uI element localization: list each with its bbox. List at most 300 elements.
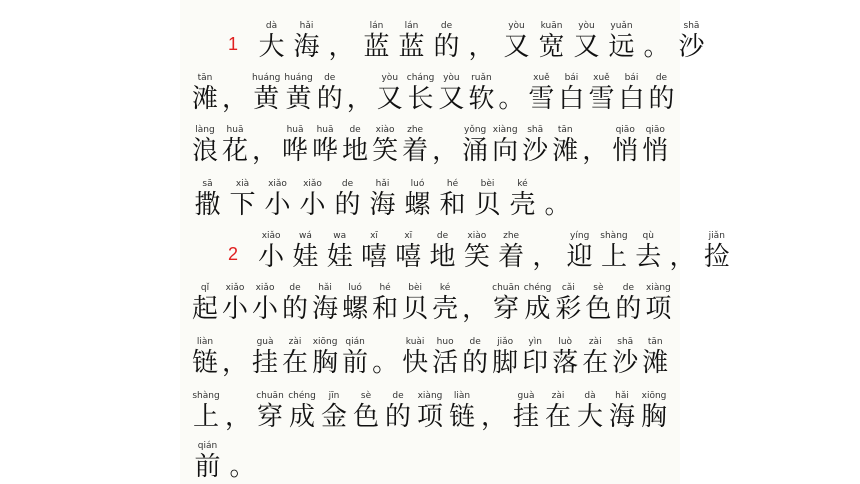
annotated-character <box>427 230 457 272</box>
pinyin: sā <box>202 179 213 189</box>
annotated-character <box>565 230 595 272</box>
pinyin: xuě <box>593 73 610 83</box>
pinyin: de <box>436 231 449 241</box>
hanzi: 黄 <box>253 84 280 114</box>
annotated-character <box>522 124 548 166</box>
hanzi: 撒 <box>194 190 221 220</box>
hanzi: ， <box>462 294 489 324</box>
hanzi: 上 <box>192 402 219 432</box>
pinyin: cǎi <box>561 283 575 293</box>
annotated-character <box>552 336 578 378</box>
text-line <box>192 72 675 114</box>
hanzi: 又 <box>438 84 465 114</box>
hanzi: 悄 <box>642 136 669 166</box>
annotated-character <box>396 20 427 62</box>
annotated-character <box>332 178 363 220</box>
pinyin: kuài <box>405 337 425 347</box>
annotated-character <box>252 336 278 378</box>
hanzi: 和 <box>439 190 466 220</box>
hanzi: 白 <box>558 84 585 114</box>
pinyin: shàng <box>192 391 220 401</box>
annotated-character <box>256 20 287 62</box>
hanzi: 壳 <box>509 190 536 220</box>
annotated-character <box>588 72 614 114</box>
hanzi: 娃 <box>326 242 353 272</box>
annotated-character <box>468 72 494 114</box>
hanzi: ， <box>222 348 249 378</box>
pinyin: xiǎo <box>225 283 245 293</box>
annotated-character <box>432 282 458 324</box>
hanzi: 笑 <box>463 242 490 272</box>
annotated-character <box>312 282 338 324</box>
pinyin: hǎi <box>375 179 390 189</box>
annotated-character <box>555 282 581 324</box>
hanzi: 着 <box>402 136 429 166</box>
hanzi: 远 <box>608 32 635 62</box>
hanzi: 着 <box>498 242 525 272</box>
annotated-character <box>372 282 398 324</box>
annotated-character <box>501 20 532 62</box>
annotated-character <box>342 282 368 324</box>
hanzi: 蓝 <box>398 32 425 62</box>
annotated-character <box>416 390 444 432</box>
hanzi: 花 <box>222 136 249 166</box>
annotated-character <box>402 336 428 378</box>
hanzi: 滩 <box>192 84 219 114</box>
annotated-character <box>407 72 435 114</box>
pinyin: kuān <box>540 21 563 31</box>
pinyin: hé <box>379 283 391 293</box>
hanzi: 成 <box>524 294 551 324</box>
pinyin: wá <box>298 231 312 241</box>
annotated-character <box>615 282 641 324</box>
annotated-character <box>432 124 458 166</box>
pinyin: guà <box>517 391 535 401</box>
pinyin: yòu <box>508 21 525 31</box>
text-line <box>192 336 672 378</box>
annotated-character <box>676 20 707 62</box>
text-line <box>256 230 736 272</box>
pinyin: de <box>469 337 481 347</box>
annotated-character <box>312 124 338 166</box>
pinyin: hǎi <box>299 21 314 31</box>
pinyin: zhe <box>407 125 424 135</box>
hanzi: 在 <box>582 348 609 378</box>
hanzi: 小 <box>264 190 291 220</box>
annotated-character <box>402 178 433 220</box>
pinyin: qián <box>345 337 365 347</box>
annotated-character <box>192 72 218 114</box>
annotated-character <box>462 336 488 378</box>
hanzi: 哗 <box>282 136 309 166</box>
hanzi: 黄 <box>285 84 312 114</box>
pinyin: xiào <box>467 231 487 241</box>
pinyin: liàn <box>453 391 471 401</box>
pinyin: yòu <box>381 73 399 83</box>
pinyin: xiào <box>375 125 395 135</box>
pinyin: ruǎn <box>471 73 492 83</box>
hanzi: 大 <box>258 32 285 62</box>
annotated-character <box>667 230 697 272</box>
annotated-character <box>437 178 468 220</box>
hanzi: 挂 <box>252 348 279 378</box>
hanzi: 在 <box>544 402 571 432</box>
hanzi: ， <box>346 84 373 114</box>
text-line <box>192 282 672 324</box>
annotated-character <box>282 336 308 378</box>
pinyin: guà <box>256 337 274 347</box>
annotated-character <box>524 282 552 324</box>
annotated-character <box>367 178 398 220</box>
pinyin: qǐ <box>200 283 210 293</box>
pinyin: làng <box>195 125 215 135</box>
annotated-character <box>325 230 355 272</box>
hanzi: 穿 <box>256 402 283 432</box>
hanzi: ， <box>328 32 355 62</box>
annotated-character <box>297 178 328 220</box>
pinyin: chéng <box>288 391 316 401</box>
annotated-character <box>432 336 458 378</box>
pinyin: qián <box>197 441 218 451</box>
annotated-character <box>585 282 611 324</box>
annotated-character <box>462 124 488 166</box>
hanzi: 地 <box>342 136 369 166</box>
annotated-character <box>282 282 308 324</box>
pinyin: yìn <box>528 337 542 347</box>
pinyin: yíng <box>570 231 590 241</box>
hanzi: 金 <box>320 402 347 432</box>
annotated-character <box>361 20 392 62</box>
annotated-character <box>393 230 423 272</box>
hanzi: 小 <box>222 294 249 324</box>
pinyin: chéng <box>523 283 552 293</box>
annotated-character <box>530 230 560 272</box>
hanzi: 前 <box>194 452 221 482</box>
annotated-character <box>608 390 636 432</box>
pinyin: liàn <box>196 337 214 347</box>
hanzi: 迎 <box>566 242 593 272</box>
annotated-character <box>472 178 503 220</box>
hanzi: 。 <box>498 84 525 114</box>
pinyin: sè <box>360 391 372 401</box>
hanzi: 色 <box>352 402 379 432</box>
hanzi: 的 <box>384 402 411 432</box>
hanzi: 项 <box>645 294 672 324</box>
hanzi: 彩 <box>555 294 582 324</box>
annotated-character <box>618 72 644 114</box>
annotated-character <box>402 124 428 166</box>
pinyin: xiǎo <box>268 179 287 189</box>
annotated-character <box>582 124 608 166</box>
hanzi: 成 <box>288 402 315 432</box>
hanzi: 下 <box>229 190 256 220</box>
pinyin: shā <box>683 21 700 31</box>
hanzi: ， <box>468 32 495 62</box>
annotated-character <box>256 230 286 272</box>
annotated-character <box>192 178 223 220</box>
annotated-character <box>291 20 322 62</box>
hanzi: 浪 <box>192 136 219 166</box>
hanzi: 前 <box>342 348 369 378</box>
pinyin: jīn <box>328 391 340 401</box>
annotated-character <box>599 230 629 272</box>
annotated-character <box>492 282 520 324</box>
pinyin: zài <box>551 391 565 401</box>
annotated-character <box>702 230 732 272</box>
annotated-character <box>288 390 316 432</box>
hanzi: 白 <box>618 84 645 114</box>
hanzi: 小 <box>299 190 326 220</box>
hanzi: ， <box>252 136 279 166</box>
hanzi: 。 <box>544 190 571 220</box>
annotated-character <box>640 390 668 432</box>
annotated-character <box>252 72 280 114</box>
hanzi: 链 <box>448 402 475 432</box>
annotated-character <box>498 72 524 114</box>
hanzi: 的 <box>282 294 309 324</box>
pinyin: xī <box>404 231 413 241</box>
annotated-character <box>192 282 218 324</box>
annotated-character <box>372 124 398 166</box>
annotated-character <box>612 336 638 378</box>
pinyin: xiàng <box>492 125 518 135</box>
annotated-character <box>462 282 488 324</box>
pinyin: lán <box>369 21 384 31</box>
annotated-character <box>633 230 663 272</box>
annotated-character <box>642 124 668 166</box>
pinyin: huáng <box>284 73 313 83</box>
pinyin: xiōng <box>641 391 667 401</box>
pinyin: qiāo <box>615 125 635 135</box>
hanzi: 地 <box>429 242 456 272</box>
hanzi: 上 <box>600 242 627 272</box>
annotated-character <box>222 72 248 114</box>
annotated-character <box>645 282 671 324</box>
annotated-character <box>642 336 668 378</box>
hanzi: 在 <box>282 348 309 378</box>
annotated-character <box>496 230 526 272</box>
annotated-character <box>222 336 248 378</box>
pinyin: de <box>324 73 336 83</box>
text-line <box>192 124 672 166</box>
hanzi: 快 <box>402 348 429 378</box>
pinyin: luó <box>410 179 425 189</box>
hanzi: 海 <box>369 190 396 220</box>
hanzi: 起 <box>192 294 219 324</box>
annotated-character <box>384 390 412 432</box>
paragraph-number: 1 <box>228 34 239 54</box>
hanzi: 宽 <box>538 32 565 62</box>
hanzi: ， <box>224 402 251 432</box>
hanzi: 印 <box>522 348 549 378</box>
hanzi: 小 <box>252 294 279 324</box>
hanzi: 去 <box>635 242 662 272</box>
annotated-character <box>290 230 320 272</box>
pinyin: dà <box>584 391 596 401</box>
hanzi: 螺 <box>342 294 369 324</box>
hanzi: 和 <box>372 294 399 324</box>
pinyin: bái <box>564 73 579 83</box>
pinyin: huā <box>226 125 244 135</box>
hanzi: 贝 <box>402 294 429 324</box>
hanzi: ， <box>669 242 696 272</box>
annotated-character <box>558 72 584 114</box>
hanzi: 。 <box>229 452 256 482</box>
annotated-character <box>224 390 252 432</box>
pinyin: xiōng <box>312 337 338 347</box>
annotated-character <box>571 20 602 62</box>
pinyin: lán <box>404 21 419 31</box>
pinyin: de <box>289 283 301 293</box>
hanzi: 挂 <box>512 402 539 432</box>
pinyin: xià <box>235 179 250 189</box>
annotated-character <box>262 178 293 220</box>
hanzi: 笑 <box>372 136 399 166</box>
pinyin: qiāo <box>645 125 665 135</box>
pinyin: xiàng <box>417 391 443 401</box>
annotated-character <box>448 390 476 432</box>
hanzi: 向 <box>492 136 519 166</box>
hanzi: ， <box>582 136 609 166</box>
hanzi: 的 <box>316 84 343 114</box>
hanzi: 滩 <box>642 348 669 378</box>
annotated-character <box>326 20 357 62</box>
hanzi: 沙 <box>612 348 639 378</box>
pinyin: zhe <box>503 231 520 241</box>
hanzi: 螺 <box>404 190 431 220</box>
hanzi: 胸 <box>312 348 339 378</box>
annotated-character <box>252 282 278 324</box>
pinyin: ké <box>517 179 528 189</box>
hanzi: 的 <box>334 190 361 220</box>
hanzi: 链 <box>192 348 219 378</box>
annotated-character <box>320 390 348 432</box>
pinyin: sè <box>593 283 604 293</box>
annotated-character <box>544 390 572 432</box>
annotated-character <box>542 178 573 220</box>
pinyin: chuān <box>256 391 284 401</box>
pinyin: huáng <box>252 73 281 83</box>
pinyin: tān <box>197 73 213 83</box>
pinyin: xiǎo <box>255 283 275 293</box>
annotated-character <box>256 390 284 432</box>
pinyin: de <box>392 391 404 401</box>
hanzi: 。 <box>643 32 670 62</box>
annotated-character <box>282 124 308 166</box>
hanzi: 色 <box>585 294 612 324</box>
hanzi: ， <box>480 402 507 432</box>
annotated-character <box>372 336 398 378</box>
hanzi: 哗 <box>312 136 339 166</box>
annotated-character <box>431 20 462 62</box>
annotated-character <box>507 178 538 220</box>
annotated-character <box>359 230 389 272</box>
hanzi: 又 <box>376 84 403 114</box>
annotated-character <box>480 390 508 432</box>
hanzi: 海 <box>608 402 635 432</box>
pinyin: luó <box>348 283 362 293</box>
annotated-character <box>438 72 464 114</box>
annotated-character <box>342 336 368 378</box>
annotated-character <box>536 20 567 62</box>
annotated-character <box>227 178 258 220</box>
annotated-character <box>284 72 312 114</box>
pinyin: zài <box>588 337 602 347</box>
annotated-character <box>466 20 497 62</box>
pinyin: huā <box>316 125 334 135</box>
pinyin: de <box>341 179 354 189</box>
pinyin: chuān <box>492 283 520 293</box>
pinyin: xiǎo <box>261 231 281 241</box>
pinyin: yòu <box>443 73 460 83</box>
hanzi: 蓝 <box>363 32 390 62</box>
annotated-character <box>528 72 554 114</box>
pinyin: xiàng <box>646 283 671 293</box>
pinyin: de <box>349 125 361 135</box>
hanzi: 又 <box>503 32 530 62</box>
hanzi: 海 <box>312 294 339 324</box>
pinyin: hǎi <box>615 391 629 401</box>
pinyin: xiǎo <box>303 179 322 189</box>
hanzi: 大 <box>576 402 603 432</box>
hanzi: 涌 <box>462 136 489 166</box>
hanzi: 又 <box>573 32 600 62</box>
pinyin: shā <box>617 337 634 347</box>
pinyin: luò <box>558 337 573 347</box>
hanzi: 沙 <box>522 136 549 166</box>
text-line <box>192 178 672 220</box>
pinyin: dà <box>265 21 278 31</box>
hanzi: 落 <box>552 348 579 378</box>
pinyin: de <box>440 21 453 31</box>
annotated-character <box>192 336 218 378</box>
hanzi: 嘻 <box>395 242 422 272</box>
pinyin: ké <box>439 283 451 293</box>
hanzi: 娃 <box>292 242 319 272</box>
hanzi: 悄 <box>612 136 639 166</box>
hanzi: 滩 <box>552 136 579 166</box>
hanzi: 小 <box>258 242 285 272</box>
annotated-character <box>342 124 368 166</box>
pinyin: huo <box>436 337 454 347</box>
pinyin: huā <box>286 125 304 135</box>
pinyin: wa <box>333 231 347 241</box>
hanzi: ， <box>432 136 459 166</box>
pinyin: tān <box>647 337 663 347</box>
pinyin: cháng <box>406 73 435 83</box>
annotated-character <box>192 440 223 482</box>
annotated-character <box>606 20 637 62</box>
pinyin: xuě <box>533 73 550 83</box>
pinyin: yǒng <box>464 125 487 135</box>
pinyin: jiǎo <box>497 337 514 347</box>
annotated-character <box>641 20 672 62</box>
annotated-character <box>576 390 604 432</box>
hanzi: 的 <box>648 84 675 114</box>
pinyin: shàng <box>600 231 628 241</box>
annotated-character <box>522 336 548 378</box>
hanzi: 嘻 <box>360 242 387 272</box>
hanzi: 的 <box>615 294 642 324</box>
annotated-character <box>192 124 218 166</box>
annotated-character <box>552 124 578 166</box>
annotated-character <box>227 440 258 482</box>
hanzi: 胸 <box>640 402 667 432</box>
annotated-character <box>462 230 492 272</box>
pinyin: zài <box>288 337 302 347</box>
annotated-character <box>352 390 380 432</box>
pinyin: de <box>622 283 634 293</box>
